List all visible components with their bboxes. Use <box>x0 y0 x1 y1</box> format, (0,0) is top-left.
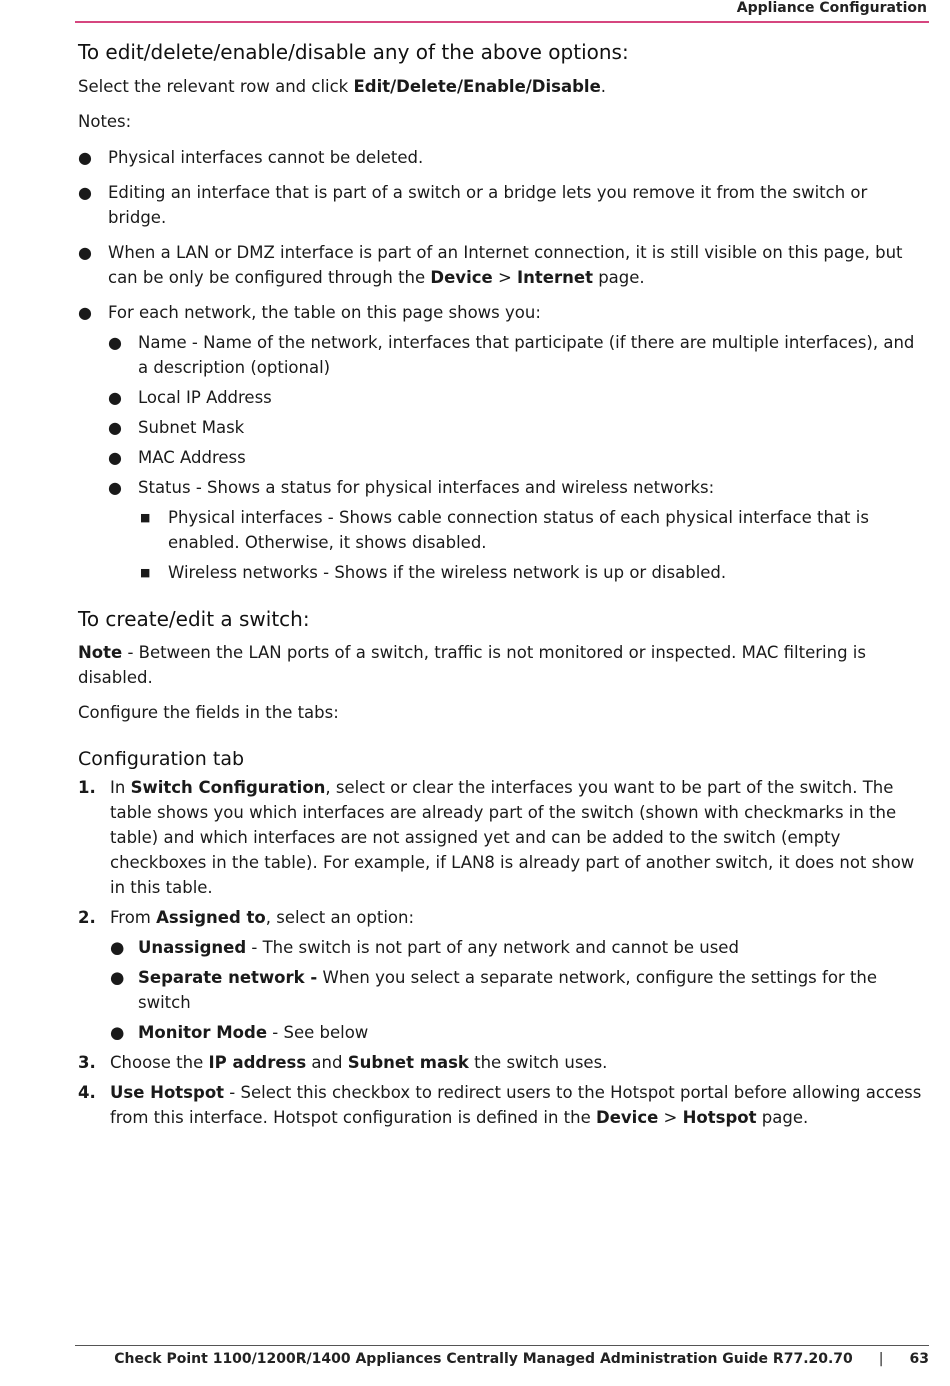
assigned-option-item: ● Separate network - When you select a separate network, configure the settings for the switch <box>78 965 928 1015</box>
footer-text <box>114 1351 929 1367</box>
assigned-option-item: ● Monitor Mode - See below <box>78 1020 928 1045</box>
bullet-icon: ● <box>108 448 122 467</box>
note-item: ● Editing an interface that is part of a switch or a bridge lets you remove it from the switch or bridge. <box>78 180 928 230</box>
assigned-option-item: ● Unassigned - The switch is not part of any network and cannot be used <box>78 935 928 960</box>
note-item: ● When a LAN or DMZ interface is part of an Internet connection, it is still visible on this page, but can be only be configured through the Device > Internet page. <box>78 240 928 290</box>
step-item: 3. Choose the IP address and Subnet mask the switch uses. <box>78 1053 608 1072</box>
bullet-icon: ● <box>110 968 125 987</box>
bullet-icon: ● <box>78 183 92 202</box>
bullet-icon: ● <box>78 303 92 322</box>
status-detail-item: ■ Physical interfaces - Shows cable connection status of each physical interface that is enabled. Otherwise, it shows disabled. <box>78 505 928 555</box>
table-column-item: ● Subnet Mask <box>78 415 928 440</box>
bullet-icon: ● <box>108 418 122 437</box>
bullet-icon: ● <box>108 478 122 497</box>
status-detail-item: ■ Wireless networks - Shows if the wireless network is up or disabled. <box>78 560 928 585</box>
page-number: 63 <box>909 1351 929 1367</box>
bullet-icon: ● <box>108 388 122 407</box>
bullet-icon: ● <box>110 1023 125 1042</box>
section-heading-create-switch: To create/edit a switch: <box>78 607 310 631</box>
select-row-instruction: Select the relevant row and click Edit/Delete/Enable/Disable. <box>78 77 607 96</box>
step-item: 1. In Switch Configuration, select or clear the interfaces you want to be part of the switch. The table shows you which interfaces are already part of the switch (shown with checkmarks in the table) and which interfaces are not assigned yet and can be added to the switch (empty checkboxes in the table). For example, if LAN8 is already part of another switch, it does not show in this table. <box>78 778 915 897</box>
table-column-item: ● Status - Shows a status for physical interfaces and wireless networks: <box>78 475 928 500</box>
section-heading-configuration-tab: Configuration tab <box>78 748 245 770</box>
table-column-item: ● Name - Name of the network, interfaces that participate (if there are multiple interfaces), and a description (optional) <box>78 330 928 380</box>
notes-label: Notes: <box>78 112 132 131</box>
table-column-item: ● Local IP Address <box>78 385 928 410</box>
note-item: ● Physical interfaces cannot be deleted. <box>78 145 928 170</box>
step-item: 2. From Assigned to, select an option: <box>78 908 415 927</box>
configure-instruction: Configure the fields in the tabs: <box>78 703 339 722</box>
square-bullet-icon: ■ <box>140 511 151 524</box>
page-footer <box>75 1345 929 1367</box>
footer-separator: | <box>878 1351 884 1367</box>
page-content <box>78 40 928 1130</box>
table-column-item: ● MAC Address <box>78 445 928 470</box>
guide-title: Check Point 1100/1200R/1400 Appliances Centrally Managed Administration Guide R77.20.70 <box>114 1351 853 1367</box>
square-bullet-icon: ■ <box>140 566 151 579</box>
header-title: Appliance Configuration <box>736 0 927 16</box>
bullet-icon: ● <box>78 243 92 262</box>
section-heading-edit-options: To edit/delete/enable/disable any of the above options: <box>78 40 629 64</box>
page-header <box>75 0 929 23</box>
bullet-icon: ● <box>78 148 92 167</box>
note-item: ● For each network, the table on this page shows you: <box>78 300 928 325</box>
switch-note: Note - Between the LAN ports of a switch, traffic is not monitored or inspected. MAC filtering is disabled. <box>78 643 866 687</box>
bullet-icon: ● <box>108 333 122 352</box>
bullet-icon: ● <box>110 938 125 957</box>
step-item: 4. Use Hotspot - Select this checkbox to redirect users to the Hotspot portal before allowing access from this interface. Hotspot configuration is defined in the Device > Hotspot page. <box>78 1083 922 1127</box>
